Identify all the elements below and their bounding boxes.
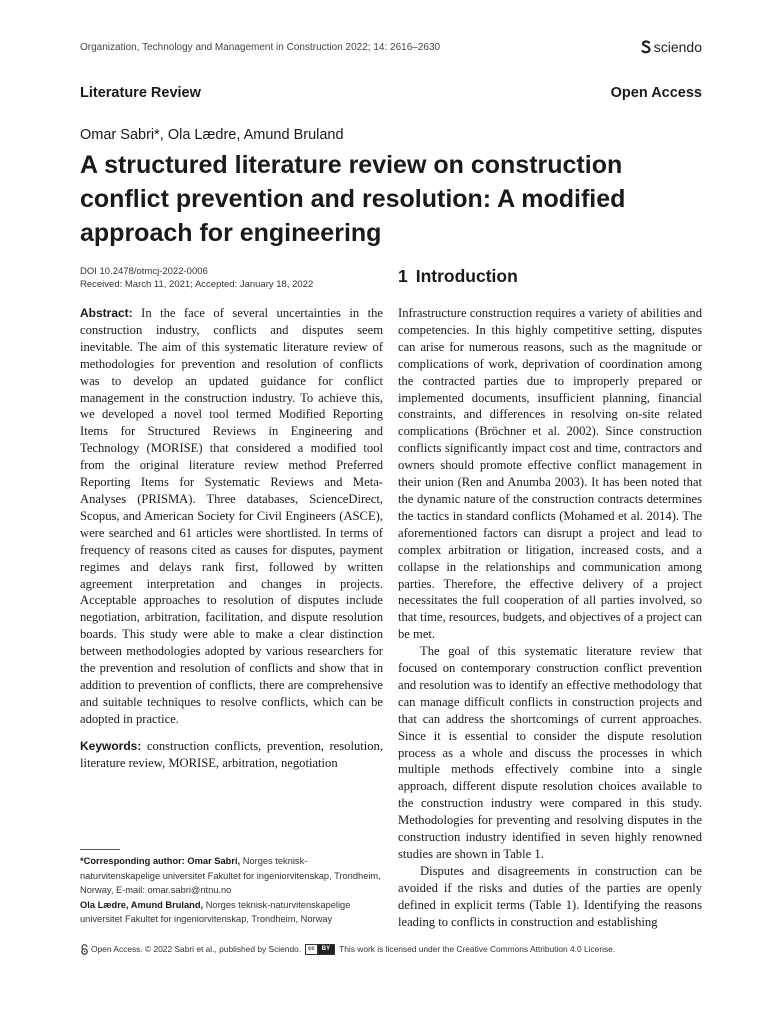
abstract-text: In the face of several uncertainties in the construction industry, conflicts and disputes seem inevitable. The aim of this systematic literature review of methodologies for prevention and resolution of conflicts was to develop an updated guidance for conflict management in the construction industry. To achieve this, we developed a novel tool termed Modified Reporting Items for Structured Reviews in Engineering and Technology (MORISE) that considered a modified tool from the original literature review method Preferred Reporting Items for Systematic Reviews and Meta-Analyses (PRISMA). Three databases, ScienceDirect, Scopus, and American Society for Civil Engineers (ASCE), were searched and 61 articles were shortlisted. In terms of frequency of reasons cited as causes for disputes, payment regimes and delays rank first, followed by written agreement interpretation and changes in projects. Acceptable approaches to resolution of disputes include negotiation, arbitration, facilitation, and dispute resolution boards. This study were able to make a clear distinction between methodologies adopted by various researchers for the prevention and resolution of conflicts and show that in addition to prevention of conflicts, there are comprehensive and suitable techniques to resolve conflicts, which can be adopted in practice. xyxy=(80,306,383,726)
corresponding-author-affiliation: Norges teknisk-naturvitenskapelige universitet Fakultet for ingeniorvitenskap, Trondheim, Norway, E-mail: omar.sabri@ntnu.no xyxy=(80,856,381,895)
article-meta xyxy=(80,265,380,291)
publisher-logo xyxy=(641,39,702,55)
section-header xyxy=(80,85,702,105)
coauthors-note xyxy=(80,898,385,927)
keywords-text: construction conflicts, prevention, resolution, literature review, MORISE, arbitration, negotiation xyxy=(80,738,383,770)
intro-paragraph-3: Disputes and disagreements in construction can be avoided if the risks and duties of the parties are openly defined in explicit terms (Table 1). Identifying the reasons leading to conflicts in construction and establishing xyxy=(398,863,702,929)
running-head xyxy=(80,40,702,56)
abstract-column xyxy=(80,305,383,771)
abstract xyxy=(80,305,383,728)
by-badge-label: BY xyxy=(318,945,334,954)
author-footnotes xyxy=(80,854,385,927)
license-statement: This work is licensed under the Creative Commons Attribution 4.0 License. xyxy=(339,944,616,954)
introduction-body xyxy=(398,305,702,931)
journal-citation: Organization, Technology and Management in Construction 2022; 14: 2616–2630 xyxy=(80,42,441,53)
footnote-divider xyxy=(80,849,120,850)
coauthors-affiliation: Norges teknisk-naturvitenskapelige universitet Fakultet for ingeniorvitenskap, Trondheim, Norway xyxy=(80,899,351,924)
section-number: 1 xyxy=(398,266,408,286)
section-title: Introduction xyxy=(415,266,518,286)
doi: DOI 10.2478/otmcj-2022-0006 xyxy=(80,266,208,277)
open-access-statement: Open Access. © 2022 Sabri et al., published by Sciendo. xyxy=(91,944,302,954)
introduction-heading xyxy=(398,266,518,287)
cc-by-badge[interactable] xyxy=(305,944,335,955)
intro-paragraph-1: Infrastructure construction requires a variety of abilities and competencies. In this highly competitive setting, disputes can arise for numerous reasons, such as the magnitude or complications of work, deprivation of coordination among the contracted parties due to improperly prepared or implemented documents, insufficient planning, financial constraints, and differences in resolving on-site related complications (Bröchner et al. 2002). Since construction conflicts significantly impact cost and time, contractors and owners should promote effective conflict management in their union (Ren and Anumba 2003). It has been noted that the dynamic nature of the construction contracts determines the tactics in standard conflicts (Mohamed et al. 2014). The aforementioned factors can disrupt a project and lead to complex arbitration or litigation, increased costs, and a collapse in the relationships and communication among parties. Therefore, the effective delivery of a project necessitates the full cooperation of all parties involved, so that time, resources, budgets, and objectives of a project can be met. xyxy=(398,306,702,642)
article-title: A structured literature review on construction conflict prevention and resolution: A modified approach for engineering xyxy=(80,151,626,247)
access-type: Open Access xyxy=(610,85,702,101)
corresponding-author-note xyxy=(80,854,385,898)
abstract-label: Abstract: xyxy=(80,306,133,320)
sciendo-s-icon xyxy=(641,40,651,54)
open-access-icon xyxy=(80,944,89,955)
article-type: Literature Review xyxy=(80,85,201,101)
keywords xyxy=(80,738,383,772)
license-footer xyxy=(80,941,702,957)
keywords-label: Keywords: xyxy=(80,738,142,753)
received-accepted-dates: Received: March 11, 2021; Accepted: January 18, 2022 xyxy=(80,279,314,290)
author-list: Omar Sabri*, Ola Lædre, Amund Bruland xyxy=(80,127,344,143)
corresponding-author-label: *Corresponding author: Omar Sabri, xyxy=(80,856,241,866)
cc-badge-label: cc xyxy=(306,945,318,954)
intro-paragraph-2: The goal of this systematic literature review that focused on contemporary construction conflict prevention and resolution was to identify an effective methodology that can manage difficult conflicts in construction projects and that can address the shortcomings of current approaches. Since it is essential to consider the dispute resolution process as a whole and discuss the processes in which multiple methods effectively combine into a single approach, different dispute resolution choices available to the construction industry were compared in this study. Methodologies for preventing and resolving disputes in the construction industry identified in seven highly renowned studies are shown in Table 1. xyxy=(398,644,702,861)
publisher-name: sciendo xyxy=(653,39,702,55)
coauthors-label: Ola Lædre, Amund Bruland, xyxy=(80,899,204,910)
